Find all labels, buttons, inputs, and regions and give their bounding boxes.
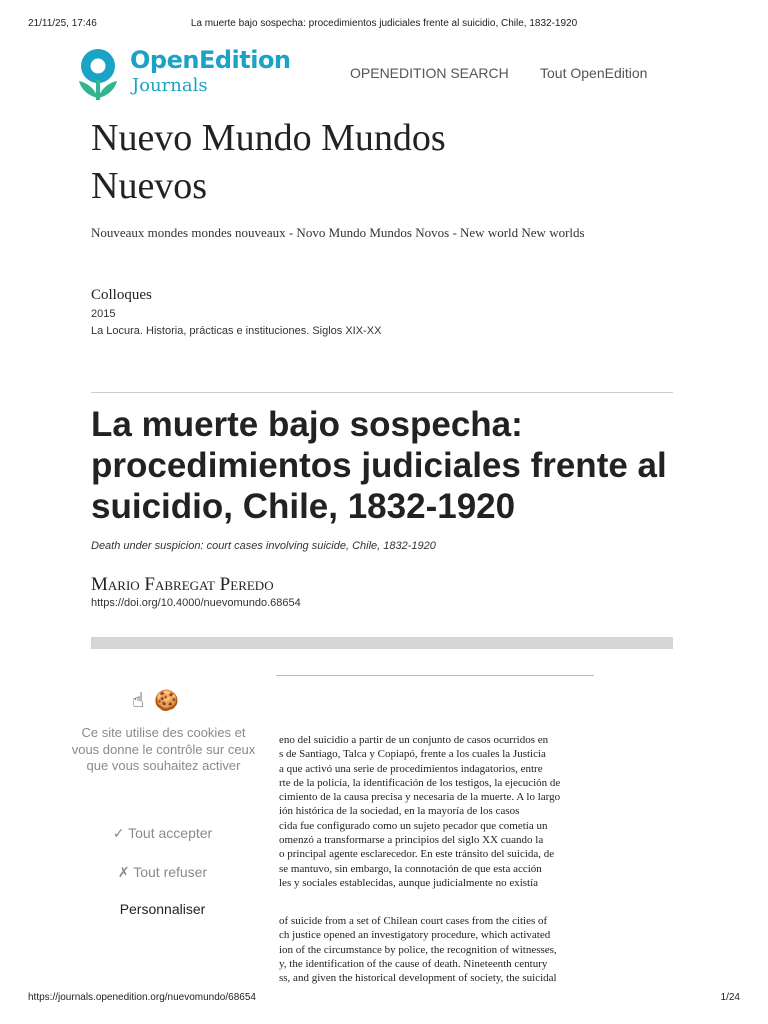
cookie-icon: 🍪 bbox=[154, 690, 180, 712]
abstract-line: ch justice opened an investigatory procedure, which activated bbox=[279, 929, 551, 942]
cookie-message: Ce site utilise des cookies et vous donne le contrôle sur ceux que vous souhaitez activer bbox=[71, 725, 256, 773]
section-name[interactable]: Colloques bbox=[91, 287, 152, 303]
abstract-line: ion of the circumstance by police, the recognition of witnesses, bbox=[279, 943, 557, 956]
abstract-divider bbox=[276, 675, 594, 676]
divider bbox=[91, 392, 673, 393]
abstract-spanish bbox=[279, 733, 594, 890]
journal-title[interactable] bbox=[91, 114, 591, 210]
print-header bbox=[28, 18, 740, 32]
issue-year[interactable]: 2015 bbox=[91, 308, 116, 320]
abstract-line: se mantuvo, sin embargo, la connotación de que esta acción bbox=[279, 862, 542, 875]
abstract-line: a que activó una serie de procedimientos indagatorios, entre bbox=[279, 762, 543, 775]
abstract-line: omenzó a transformarse a principios del siglo XX cuando la bbox=[279, 834, 544, 847]
doi-link[interactable]: https://doi.org/10.4000/nuevomundo.68654 bbox=[91, 597, 301, 609]
journal-title-line: Nuevos bbox=[91, 165, 208, 207]
print-footer bbox=[28, 992, 740, 1006]
print-title: La muerte bajo sospecha: procedimientos judiciales frente al suicidio, Chile, 1832-1920 bbox=[190, 18, 578, 29]
abstract-line: ión histórica de la sociedad, en la mayoría de los casos bbox=[279, 805, 520, 818]
abstract-line: ss, and given the historical development of society, the suicidal bbox=[279, 972, 557, 985]
abstract-line: of suicide from a set of Chilean court cases from the cities of bbox=[279, 915, 548, 927]
cookie-consent-panel bbox=[60, 680, 265, 920]
print-date: 21/11/25, 17:46 bbox=[28, 18, 97, 29]
page-number: 1/24 bbox=[720, 992, 740, 1003]
abstract-line: cida fue configurado como un sujeto pecador que cometía un bbox=[279, 819, 548, 832]
toolbar-bar bbox=[91, 637, 673, 649]
accept-all-cookies-button[interactable]: ✓ Tout accepter bbox=[112, 825, 213, 841]
customize-cookies-button[interactable]: Personnaliser bbox=[119, 901, 206, 917]
abstract-line: les y sociales establecidas, aunque judicialmente no existía bbox=[279, 876, 539, 889]
openedition-flower-icon bbox=[74, 46, 126, 104]
refuse-all-cookies-button[interactable]: ✗ Tout refuser bbox=[117, 864, 208, 880]
nav-openedition-search[interactable]: OPENEDITION SEARCH bbox=[350, 65, 509, 81]
abstract-line: s de Santiago, Talca y Copiapó, frente a los cuales la Justicia bbox=[279, 748, 546, 761]
abstract-line: o principal agente esclarecedor. En este tránsito del suicida, de bbox=[279, 848, 555, 861]
journal-subtitle: Nouveaux mondes mondes nouveaux - Novo Mundo Mundos Novos - New world New worlds bbox=[91, 225, 585, 240]
abstract-line: eno del suicidio a partir de un conjunto de casos ocurridos en bbox=[279, 734, 549, 746]
abstract-line: rte de la policía, la identificación de los testigos, la ejecución de bbox=[279, 776, 561, 789]
abstract-line: y, the identification of the cause of death. Nineteenth century bbox=[279, 957, 548, 970]
cookie-icons bbox=[132, 688, 189, 713]
nav-tout-openedition[interactable]: Tout OpenEdition bbox=[540, 65, 648, 81]
author-name[interactable]: Mario Fabregat Peredo bbox=[91, 574, 274, 595]
issue-title[interactable]: La Locura. Historia, prácticas e instituciones. Siglos XIX-XX bbox=[91, 325, 382, 337]
article-subtitle: Death under suspicion: court cases involving suicide, Chile, 1832-1920 bbox=[91, 540, 436, 552]
journal-title-line: Nuevo Mundo Mundos bbox=[91, 117, 446, 159]
article-title: La muerte bajo sospecha: procedimientos judiciales frente al suicidio, Chile, 1832-1920 bbox=[91, 405, 667, 526]
pointing-hand-icon: ☝ bbox=[132, 690, 145, 712]
print-url: https://journals.openedition.org/nuevomundo/68654 bbox=[28, 992, 256, 1003]
abstract-line: cimiento de la causa precisa y necesaria de la muerte. A lo largo bbox=[279, 791, 561, 804]
logo-subtitle: Journals bbox=[132, 75, 208, 96]
openedition-logo[interactable] bbox=[74, 46, 294, 106]
abstract-english bbox=[279, 914, 594, 985]
logo-brand: OpenEdition bbox=[130, 46, 291, 74]
